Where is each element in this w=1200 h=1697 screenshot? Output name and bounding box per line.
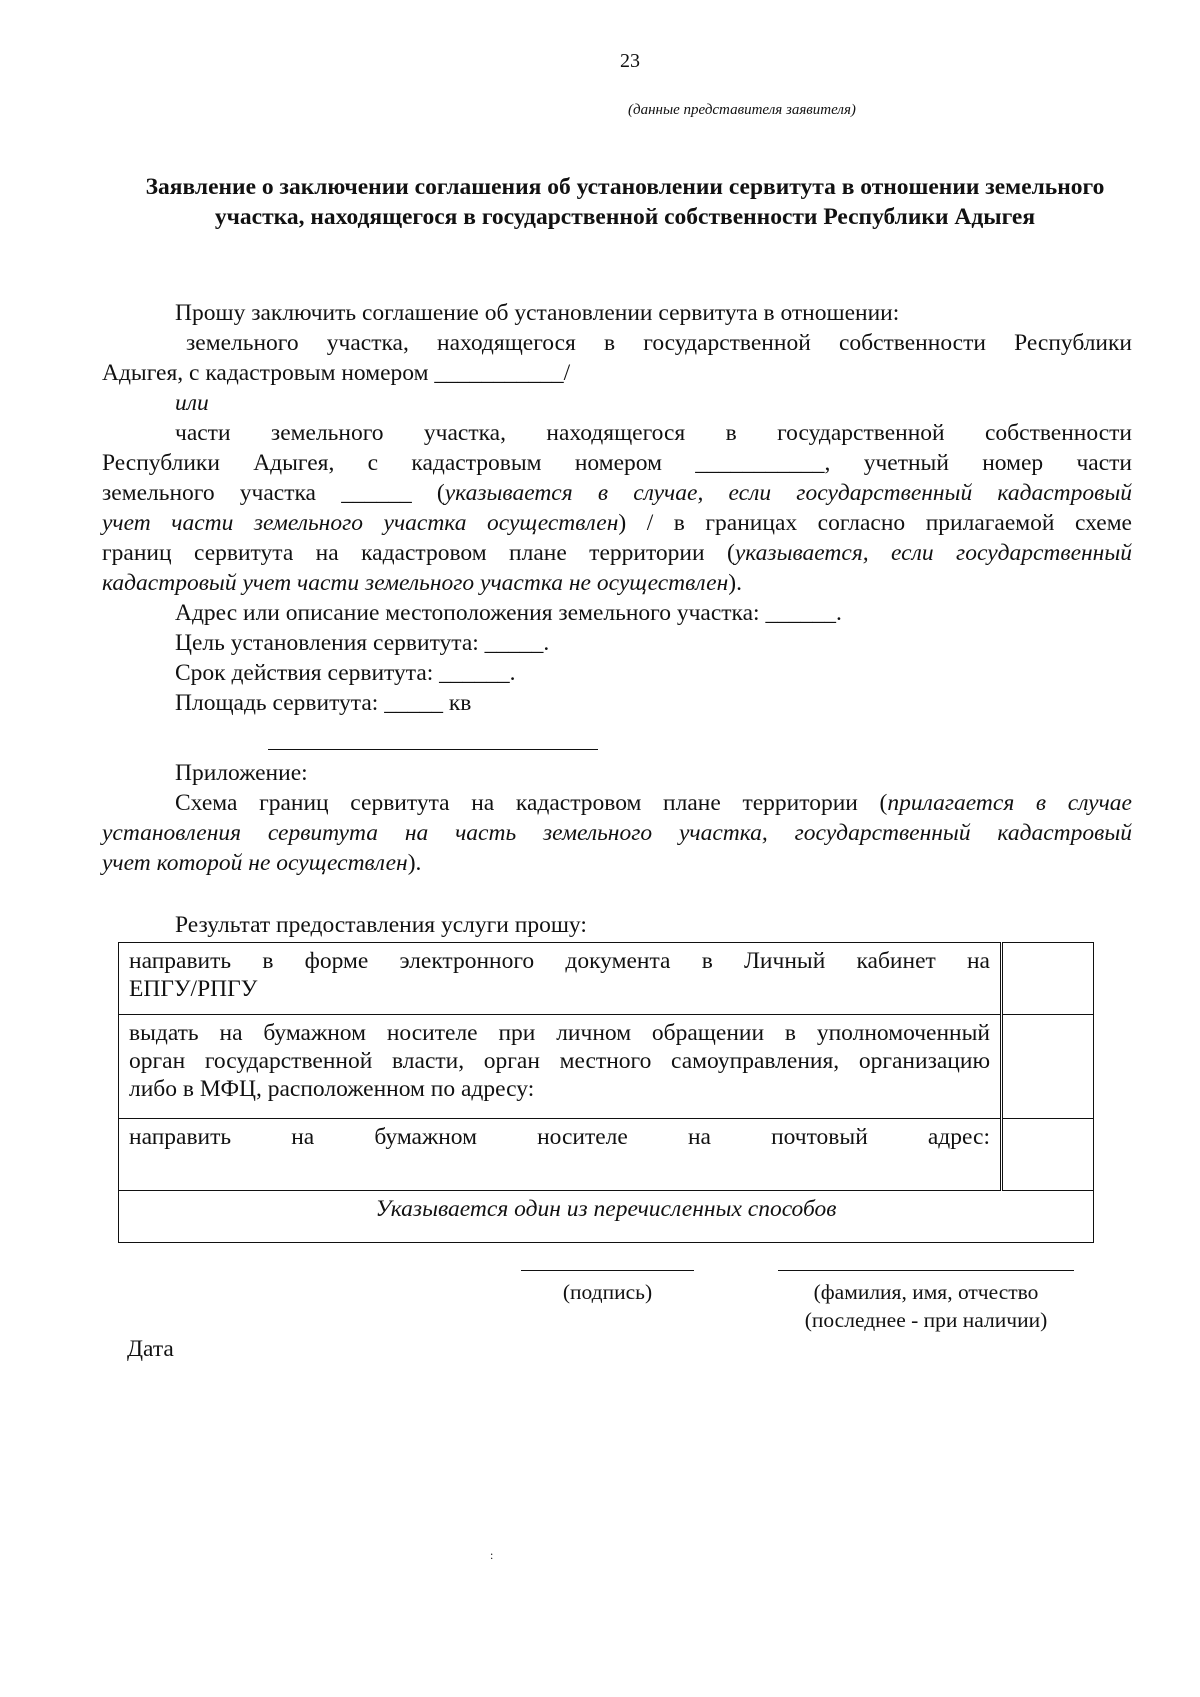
attachment-line-2: установления сервитута на часть земельного участка, государственный кадастровый <box>102 820 1132 846</box>
part-line-4-italic: учет части земельного участка осуществлен <box>102 510 619 536</box>
attachment-line-3-italic: учет которой не осуществлен <box>102 850 408 876</box>
option-row-postal <box>119 1119 1094 1191</box>
option-paper-personal-line-2: орган государственной власти, орган местного самоуправления, организацию <box>129 1048 990 1074</box>
option-row-electronic <box>119 943 1094 1015</box>
part-line-6-italic: кадастровый учет части земельного участка не осуществлен <box>102 570 729 596</box>
attachment-label: Приложение: <box>175 760 308 786</box>
part-line-3 <box>102 478 1132 508</box>
request-line: Прошу заключить соглашение об установлении сервитута в отношении: <box>175 300 900 326</box>
option-postal-text <box>119 1119 1002 1191</box>
area-field: Площадь сервитута: _____ кв <box>175 690 472 716</box>
attachment-line-3-text: ). <box>407 850 422 876</box>
part-line-6-text: ). <box>728 570 742 596</box>
option-row-paper-personal <box>119 1015 1094 1119</box>
option-electronic-line-1: направить в форме электронного документа в Личный кабинет на <box>129 948 990 974</box>
part-line-3-italic: указывается в случае, если государственный кадастровый <box>444 480 1132 506</box>
plot-line-2: Адыгея, с кадастровым номером ___________/ <box>102 360 571 386</box>
separator-line <box>268 749 598 750</box>
part-line-3-text: земельного участка ______ ( <box>102 480 445 506</box>
options-note: Указывается один из перечисленных способов <box>119 1191 1094 1243</box>
option-row-note <box>119 1191 1094 1243</box>
option-electronic-line-2: ЕПГУ/РПГУ <box>129 976 258 1002</box>
option-electronic-checkbox[interactable] <box>1002 943 1094 1015</box>
term-field: Срок действия сервитута: ______. <box>175 660 516 686</box>
or-separator: или <box>175 390 209 416</box>
option-postal-checkbox[interactable] <box>1002 1119 1094 1191</box>
representative-note: (данные представителя заявителя) <box>628 102 856 118</box>
plot-line-1: земельного участка, находящегося в государственной собственности Республики <box>186 330 1132 356</box>
option-paper-personal-line-3: либо в МФЦ, расположенном по адресу: <box>129 1076 535 1102</box>
purpose-field: Цель установления сервитута: _____. <box>175 630 550 656</box>
name-caption-line-2: (последнее - при наличии) <box>804 1308 1048 1332</box>
part-line-5 <box>102 538 1132 568</box>
option-paper-personal-text <box>119 1015 1002 1119</box>
attachment-line-1 <box>175 788 1132 818</box>
date-label: Дата <box>127 1336 174 1362</box>
part-line-5-italic: указывается, если государственный <box>734 540 1132 566</box>
part-line-5-text: границ сервитута на кадастровом плане территории ( <box>102 540 735 566</box>
page-number: 23 <box>620 50 640 72</box>
document-title: Заявление о заключении соглашения об установлении сервитута в отношении земельного участка, находящегося в государственной собственности Республики Адыгея <box>145 174 1105 230</box>
signature-caption: (подпись) <box>562 1280 653 1304</box>
attachment-line-3 <box>102 848 421 878</box>
part-line-1: части земельного участка, находящегося в государственной собственности <box>175 420 1132 446</box>
result-options-table <box>118 942 1094 1243</box>
part-line-4 <box>102 508 1132 538</box>
signature-line <box>521 1270 694 1271</box>
option-postal-line-1: направить на бумажном носителе на почтовый адрес: <box>129 1124 990 1150</box>
part-line-2: Республики Адыгея, с кадастровым номером ___________, учетный номер части <box>102 450 1132 476</box>
name-line <box>778 1270 1074 1271</box>
name-caption-line-1: (фамилия, имя, отчество <box>813 1280 1039 1304</box>
result-intro: Результат предоставления услуги прошу: <box>175 912 587 938</box>
part-line-4-text: ) / в границах согласно прилагаемой схеме <box>618 510 1132 536</box>
attachment-line-1-text: Схема границ сервитута на кадастровом плане территории ( <box>175 790 888 816</box>
option-electronic-text <box>119 943 1002 1015</box>
option-paper-personal-checkbox[interactable] <box>1002 1015 1094 1119</box>
address-field: Адрес или описание местоположения земельного участка: ______. <box>175 600 842 626</box>
stray-mark: : <box>490 1548 494 1562</box>
option-paper-personal-line-1: выдать на бумажном носителе при личном обращении в уполномоченный <box>129 1020 990 1046</box>
attachment-line-1-italic: прилагается в случае <box>887 790 1132 816</box>
part-line-6 <box>102 568 742 598</box>
